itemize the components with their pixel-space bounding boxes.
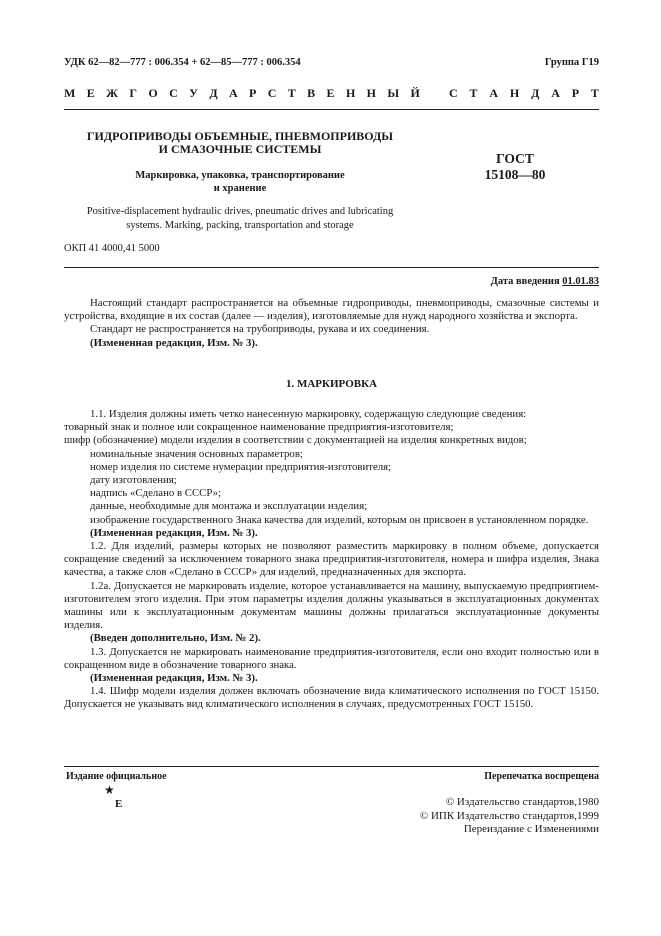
- banner-letter: Д: [531, 86, 540, 100]
- banner-letter: Ы: [387, 86, 400, 100]
- official-edition-label: Издание официальное: [66, 771, 167, 782]
- section-1-text: [64, 408, 599, 712]
- english-title-line-1: Positive-displacement hydraulic drives, pneumatic drives and lubricating: [86, 206, 394, 217]
- title-line-1: ГИДРОПРИВОДЫ ОБЪЕМНЫЕ, ПНЕВМОПРИВОДЫ: [86, 129, 394, 143]
- banner-letter: Т: [287, 86, 296, 100]
- banner-letter: Н: [366, 86, 376, 100]
- banner-letter: У: [189, 86, 198, 100]
- title-line-2: И СМАЗОЧНЫЕ СИСТЕМЫ: [158, 142, 322, 156]
- banner-letter: Й: [410, 86, 420, 100]
- intro-date: [491, 276, 599, 287]
- gost-number: 15108—80: [484, 167, 546, 182]
- top-rule: [64, 109, 599, 110]
- banner-letter: М: [64, 86, 76, 100]
- copyright-block: [420, 796, 599, 837]
- date-rule: [64, 267, 599, 268]
- list-item: товарный знак и полное или сокращенное наименование предприятия-изготовителя;: [64, 421, 454, 434]
- list-item: шифр (обозначение) модели изделия в соответствии с документацией на изделия конкретных видов;: [64, 434, 527, 447]
- edition-mark: Е: [115, 798, 123, 810]
- english-title-line-2: systems. Marking, packing, transportation and storage: [126, 219, 354, 231]
- amendment-note: (Введен дополнительно, Изм. № 2).: [90, 632, 261, 645]
- clause-1-4: 1.4. Шифр модели изделия должен включать обозначение вида климатического исполнения по ГОСТ 15150. Допускается не указывать вид климатического исполнения в случаях, предусмотренных ГОСТ 15150.: [64, 685, 599, 711]
- reprint-prohibited-label: Перепечатка воспрещена: [484, 771, 599, 782]
- banner-letter: А: [551, 86, 560, 100]
- banner-letter: Т: [469, 86, 478, 100]
- banner-letter: С: [449, 86, 458, 100]
- banner-word-standard: [449, 86, 599, 101]
- standard-banner: [64, 86, 599, 101]
- intro-paragraph: Настоящий стандарт распространяется на объемные гидроприводы, пневмоприводы, смазочные системы и устройства, входящие в их состав (далее — изделия), изготовляемые для нужд народного хозяйства и экспорта.: [64, 297, 599, 323]
- banner-letter: В: [307, 86, 316, 100]
- intro-paragraph: Стандарт не распространяется на трубоприводы, рукава и их соединения.: [90, 323, 430, 336]
- banner-letter: Г: [129, 86, 137, 100]
- banner-letter: О: [148, 86, 158, 100]
- banner-word-interstate: [64, 86, 420, 101]
- list-item: данные, необходимые для монтажа и эксплуатации изделия;: [90, 500, 368, 513]
- document-subtitle: [64, 169, 416, 195]
- banner-letter: С: [169, 86, 178, 100]
- intro-date-value: 01.01.83: [562, 276, 599, 287]
- intro-text: [64, 297, 599, 350]
- banner-letter: А: [228, 86, 238, 100]
- english-title: [64, 205, 416, 232]
- subtitle-line-2: и хранение: [213, 183, 267, 194]
- clause-1-1: 1.1. Изделия должны иметь четко нанесенную маркировку, содержащую следующие сведения:: [90, 408, 527, 420]
- banner-letter: Е: [86, 86, 95, 100]
- banner-letter: Н: [345, 86, 356, 100]
- list-item: дату изготовления;: [90, 474, 177, 487]
- amendment-note: (Измененная редакция, Изм. № 3).: [90, 526, 258, 539]
- star-icon: ★: [104, 783, 115, 797]
- banner-letter: С: [267, 86, 277, 100]
- banner-letter: Р: [249, 86, 257, 100]
- banner-letter: Н: [509, 86, 520, 100]
- clause-1-2a: 1.2а. Допускается не маркировать изделие, которое устанавливается на машину, выпускаемую предприятием-изготовителем этого изделия. При этом параметры изделия должны указываться в эксплуатационных документах машины или к эксплуатационным документам машины должны прилагаться эксплуатационные документы изделия.: [64, 579, 599, 632]
- list-item: номер изделия по системе нумерации предприятия-изготовителя;: [90, 460, 392, 473]
- section-heading: 1. МАРКИРОВКА: [285, 378, 378, 390]
- banner-letter: А: [489, 86, 499, 100]
- banner-letter: Р: [571, 86, 580, 100]
- intro-date-label: Дата введения: [490, 276, 560, 287]
- gost-designation: [470, 151, 560, 183]
- gost-label: ГОСТ: [496, 151, 534, 166]
- banner-letter: Е: [326, 86, 335, 100]
- footer-rule: [64, 766, 599, 767]
- banner-letter: Д: [209, 86, 218, 100]
- copyright-line: © ИПК Издательство стандартов,1999: [419, 809, 599, 822]
- list-item: надпись «Сделано в СССР»;: [90, 487, 222, 500]
- okp-code: ОКП 41 4000,41 5000: [64, 243, 160, 254]
- document-title: [64, 130, 416, 156]
- amendment-note: (Измененная редакция, Изм. № 3).: [90, 336, 258, 349]
- subtitle-line-1: Маркировка, упаковка, транспортирование: [135, 170, 345, 181]
- banner-letter: Т: [590, 86, 599, 100]
- banner-letter: Ж: [106, 86, 118, 100]
- reissue-note: Переиздание с Изменениями: [463, 823, 599, 835]
- copyright-line: © Издательство стандартов,1980: [445, 796, 599, 808]
- list-item: изображение государственного Знака качества для изделий, которым он присвоен в установленном порядке.: [90, 513, 589, 526]
- amendment-note: (Измененная редакция, Изм. № 3).: [90, 672, 258, 685]
- clause-1-3: 1.3. Допускается не маркировать наименование предприятия-изготовителя, если оно входит полностью или в сокращенном виде в обозначение товарного знака.: [64, 645, 599, 671]
- clause-1-2: 1.2. Для изделий, размеры которых не позволяют разместить маркировку в полном объеме, допускается сокращение сведений за исключением товарного знака предприятия-изготовителя, номера и шифра изделия, Знака качества, а также слов «Сделано в СССР» для изделий, предназначенных для экспорта.: [64, 540, 599, 579]
- list-item: номинальные значения основных параметров;: [90, 447, 303, 460]
- group-code: Группа Г19: [544, 57, 599, 68]
- udk-code: УДК 62—82—777 : 006.354 + 62—85—777 : 006.354: [64, 57, 301, 68]
